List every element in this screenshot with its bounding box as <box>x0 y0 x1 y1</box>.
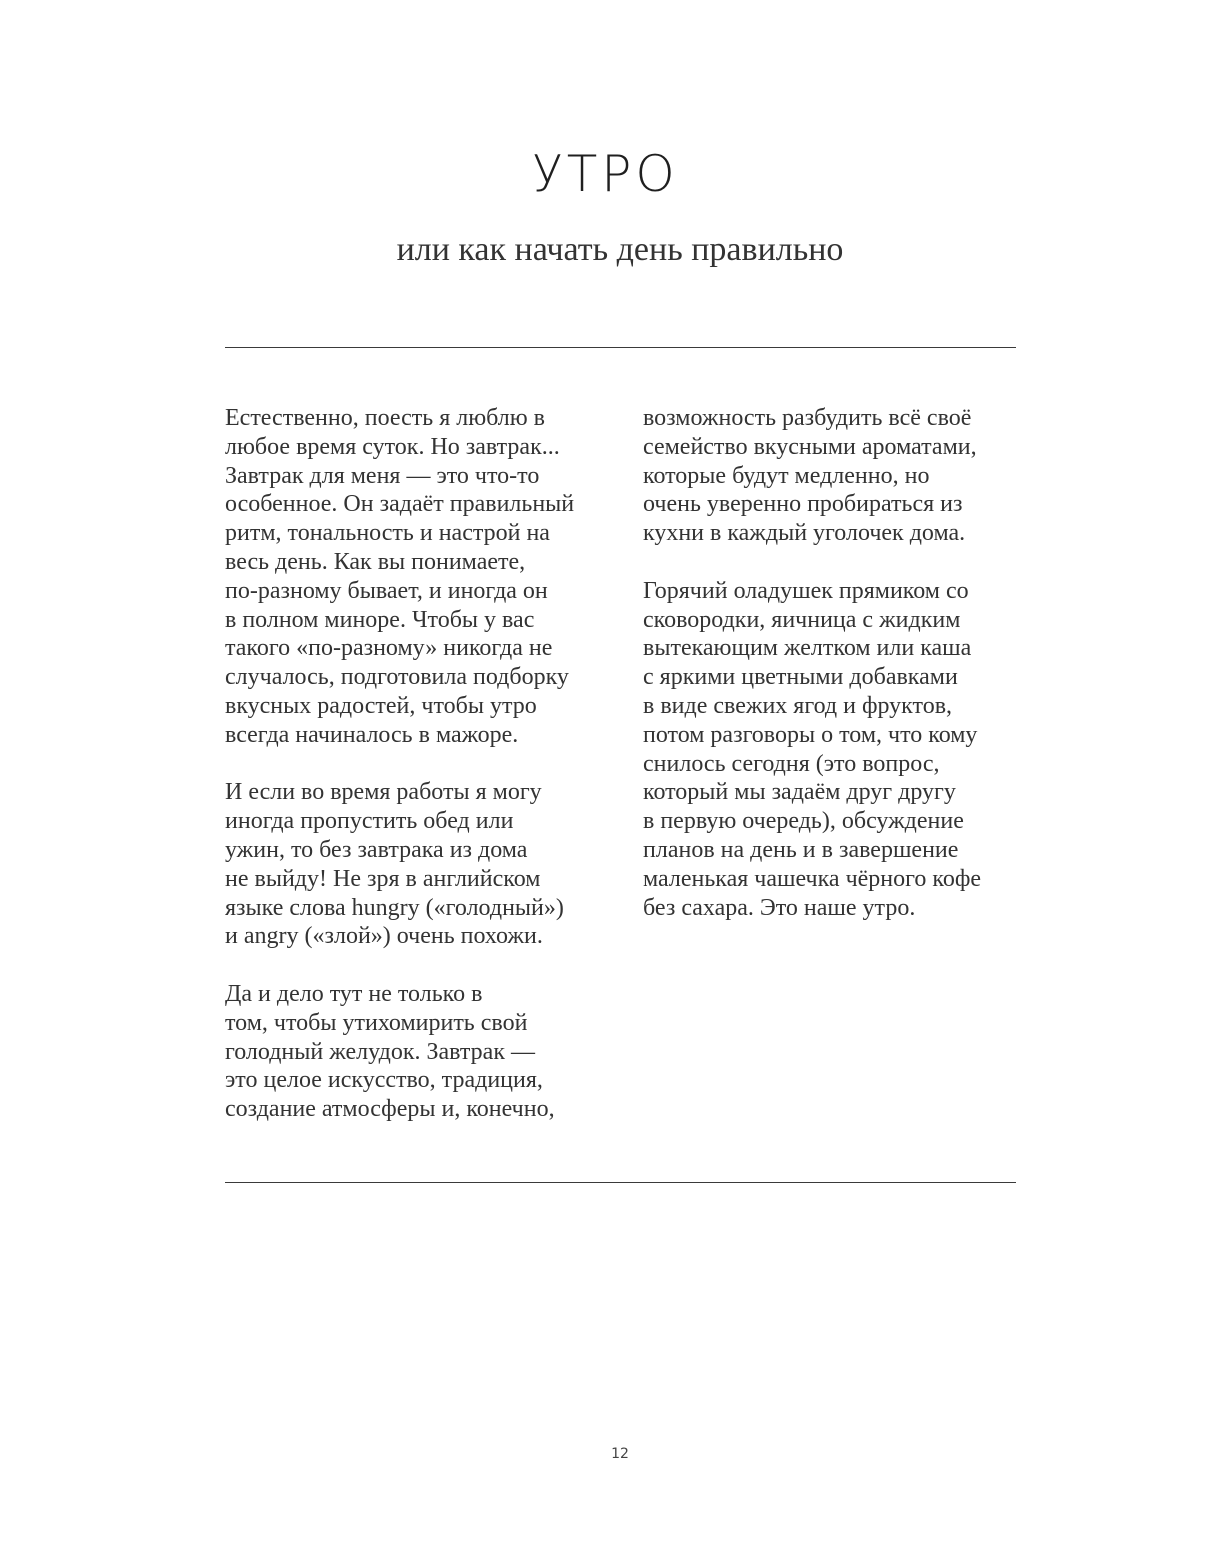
left-text-column <box>225 404 605 1153</box>
paragraph: Да и дело тут не только в том, чтобы утихомирить свой голодный желудок. Завтрак — это целое искусство, традиция, создание атмосферы и, конечно, <box>225 980 555 1123</box>
chapter-subtitle: или как начать день правильно <box>396 231 844 268</box>
right-text-column <box>643 404 1023 951</box>
chapter-title: УТРО <box>532 145 679 203</box>
paragraph: Горячий оладушек прямиком со сковородки, яичница с жидким вытекающим желтком или каша с яркими цветными добавками в виде свежих ягод и фруктов, потом разговоры о том, что кому снилось сегодня (это вопрос, который мы задаём друг другу в первую очередь), обсуждение планов на день и в завершение маленькая чашечка чёрного кофе без сахара. Это наше утро. <box>643 577 982 921</box>
bottom-divider <box>225 1182 1016 1183</box>
paragraph: возможность разбудить всё своё семейство вкусными ароматами, которые будут медленно, но очень уверенно пробираться из кухни в каждый уголочек дома. <box>643 405 977 547</box>
paragraph: И если во время работы я могу иногда пропустить обед или ужин, то без завтрака из дома не выйду! Не зря в английском языке слова hungry («голодный») и angry («злой») очень похожи. <box>225 779 564 950</box>
top-divider <box>225 347 1016 348</box>
paragraph: Естественно, поесть я люблю в любое время суток. Но завтрак... Завтрак для меня — это что-то особенное. Он задаёт правильный ритм, тональность и настрой на весь день. Как вы понимаете, по-разному бывает, и иногда он в полном миноре. Чтобы у вас такого «по-разному» никогда не случалось, подготовила подборку вкусных радостей, чтобы утро всегда начиналось в мажоре. <box>225 405 575 748</box>
page-number: 12 <box>611 1446 629 1462</box>
